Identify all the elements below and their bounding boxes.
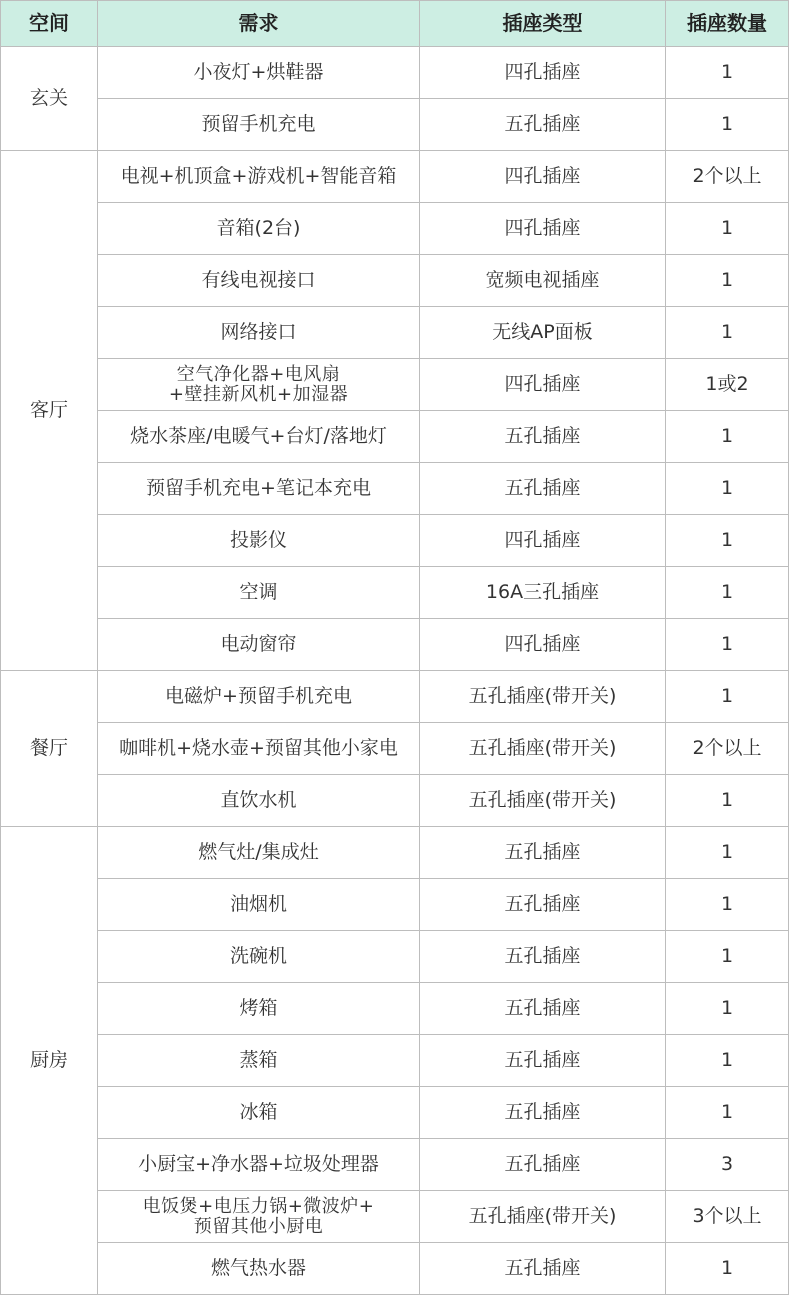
socket-type-cell: 五孔插座 xyxy=(420,99,666,151)
table-row xyxy=(1,47,789,99)
socket-count-cell: 1 xyxy=(666,463,789,515)
socket-type-cell: 五孔插座 xyxy=(420,1087,666,1139)
socket-count-cell: 3 xyxy=(666,1139,789,1191)
demand-cell: 小厨宝+净水器+垃圾处理器 xyxy=(98,1139,420,1191)
table-row xyxy=(1,203,789,255)
socket-count-cell: 1 xyxy=(666,255,789,307)
table-row xyxy=(1,307,789,359)
socket-count-cell: 1 xyxy=(666,931,789,983)
socket-count-cell: 1 xyxy=(666,1035,789,1087)
demand-cell: 燃气灶/集成灶 xyxy=(98,827,420,879)
socket-type-cell: 四孔插座 xyxy=(420,47,666,99)
socket-type-cell: 无线AP面板 xyxy=(420,307,666,359)
space-cell: 客厅 xyxy=(1,151,98,671)
demand-cell: 烤箱 xyxy=(98,983,420,1035)
socket-type-cell: 四孔插座 xyxy=(420,151,666,203)
table-header xyxy=(1,1,789,47)
demand-cell: 空调 xyxy=(98,567,420,619)
table-row xyxy=(1,879,789,931)
table-row xyxy=(1,567,789,619)
socket-count-cell: 2个以上 xyxy=(666,723,789,775)
socket-count-cell: 1 xyxy=(666,619,789,671)
socket-type-cell: 宽频电视插座 xyxy=(420,255,666,307)
socket-type-cell: 四孔插座 xyxy=(420,619,666,671)
table-row xyxy=(1,255,789,307)
socket-count-cell: 1 xyxy=(666,671,789,723)
table-row xyxy=(1,671,789,723)
demand-cell: 预留手机充电+笔记本充电 xyxy=(98,463,420,515)
socket-type-cell: 五孔插座 xyxy=(420,1243,666,1295)
socket-count-cell: 1 xyxy=(666,775,789,827)
socket-type-cell: 五孔插座 xyxy=(420,879,666,931)
table-row xyxy=(1,1139,789,1191)
table-row xyxy=(1,359,789,411)
socket-type-cell: 四孔插座 xyxy=(420,359,666,411)
demand-cell: 电视+机顶盒+游戏机+智能音箱 xyxy=(98,151,420,203)
socket-count-cell: 1 xyxy=(666,567,789,619)
socket-type-cell: 四孔插座 xyxy=(420,515,666,567)
socket-type-cell: 五孔插座(带开关) xyxy=(420,723,666,775)
demand-cell: 油烟机 xyxy=(98,879,420,931)
demand-cell: 直饮水机 xyxy=(98,775,420,827)
demand-cell: 冰箱 xyxy=(98,1087,420,1139)
table-row xyxy=(1,619,789,671)
table-row xyxy=(1,1035,789,1087)
socket-type-cell: 五孔插座 xyxy=(420,931,666,983)
socket-count-cell: 3个以上 xyxy=(666,1191,789,1243)
header-space: 空间 xyxy=(1,1,98,47)
demand-cell: 燃气热水器 xyxy=(98,1243,420,1295)
demand-cell: 空气净化器+电风扇 +壁挂新风机+加湿器 xyxy=(98,359,420,411)
header-socket-count: 插座数量 xyxy=(666,1,789,47)
table-row xyxy=(1,723,789,775)
demand-cell: 有线电视接口 xyxy=(98,255,420,307)
table-row xyxy=(1,1087,789,1139)
demand-cell: 蒸箱 xyxy=(98,1035,420,1087)
header-demand: 需求 xyxy=(98,1,420,47)
table-row xyxy=(1,1243,789,1295)
table-body xyxy=(1,47,789,1295)
table-row xyxy=(1,463,789,515)
demand-cell: 电动窗帘 xyxy=(98,619,420,671)
space-cell: 玄关 xyxy=(1,47,98,151)
demand-cell: 电饭煲+电压力锅+微波炉+ 预留其他小厨电 xyxy=(98,1191,420,1243)
header-row xyxy=(1,1,789,47)
socket-type-cell: 五孔插座 xyxy=(420,827,666,879)
socket-count-cell: 1 xyxy=(666,411,789,463)
socket-type-cell: 五孔插座 xyxy=(420,1139,666,1191)
table-row xyxy=(1,411,789,463)
socket-count-cell: 1或2 xyxy=(666,359,789,411)
header-socket-type: 插座类型 xyxy=(420,1,666,47)
socket-count-cell: 1 xyxy=(666,47,789,99)
space-cell: 餐厅 xyxy=(1,671,98,827)
space-cell: 厨房 xyxy=(1,827,98,1295)
socket-count-cell: 1 xyxy=(666,515,789,567)
demand-cell: 洗碗机 xyxy=(98,931,420,983)
table-row xyxy=(1,983,789,1035)
socket-type-cell: 五孔插座 xyxy=(420,1035,666,1087)
socket-type-cell: 五孔插座(带开关) xyxy=(420,1191,666,1243)
demand-cell: 烧水茶座/电暖气+台灯/落地灯 xyxy=(98,411,420,463)
table-row xyxy=(1,775,789,827)
socket-type-cell: 四孔插座 xyxy=(420,203,666,255)
demand-cell: 网络接口 xyxy=(98,307,420,359)
socket-type-cell: 五孔插座 xyxy=(420,983,666,1035)
socket-type-cell: 五孔插座 xyxy=(420,463,666,515)
socket-type-cell: 五孔插座 xyxy=(420,411,666,463)
socket-count-cell: 1 xyxy=(666,983,789,1035)
table-row xyxy=(1,151,789,203)
socket-count-cell: 1 xyxy=(666,879,789,931)
table-row xyxy=(1,515,789,567)
demand-cell: 预留手机充电 xyxy=(98,99,420,151)
socket-count-cell: 1 xyxy=(666,99,789,151)
table-row xyxy=(1,827,789,879)
socket-count-cell: 1 xyxy=(666,203,789,255)
socket-type-cell: 16A三孔插座 xyxy=(420,567,666,619)
table-row xyxy=(1,931,789,983)
demand-cell: 音箱(2台) xyxy=(98,203,420,255)
socket-count-cell: 1 xyxy=(666,1243,789,1295)
socket-type-cell: 五孔插座(带开关) xyxy=(420,671,666,723)
socket-count-cell: 1 xyxy=(666,1087,789,1139)
socket-count-cell: 1 xyxy=(666,827,789,879)
demand-cell: 咖啡机+烧水壶+预留其他小家电 xyxy=(98,723,420,775)
table-row xyxy=(1,1191,789,1243)
demand-cell: 投影仪 xyxy=(98,515,420,567)
socket-count-cell: 1 xyxy=(666,307,789,359)
socket-type-cell: 五孔插座(带开关) xyxy=(420,775,666,827)
table-row xyxy=(1,99,789,151)
socket-count-cell: 2个以上 xyxy=(666,151,789,203)
demand-cell: 小夜灯+烘鞋器 xyxy=(98,47,420,99)
demand-cell: 电磁炉+预留手机充电 xyxy=(98,671,420,723)
